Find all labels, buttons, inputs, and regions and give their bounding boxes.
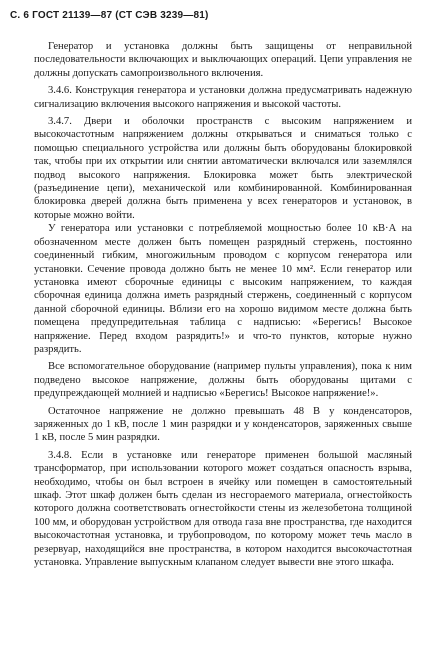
page-header: С. 6 ГОСТ 21139—87 (СТ СЭВ 3239—81) [10, 10, 209, 21]
paragraph: 3.4.6. Конструкция генератора и установки должна предусматривать надежную сигнализацию включения высокого напряжения и высокой частоты. [34, 85, 412, 110]
paragraph: 3.4.8. Если в установке или генераторе применен большой масляный трансформатор, при использовании которого может создаться опасность взрыва, необходимо, чтобы он был встроен в ячейку или помещен в самостоятельный шкаф. Этот шкаф должен быть сделан из несгораемого материала, огнестойкость которого должна соответствовать огнестойкости стены из железобетона толщиной 100 мм, и оборудован устройством для отвода газа вне пространства, где находится высокочастотная установка, и трубопроводом, по которому может течь масло в резервуар, находящийся вне пространства, в котором находится высокочастотная установка. Управление выпускным клапаном следует вывести вне этого шкафа. [34, 449, 412, 569]
document-body [34, 40, 412, 569]
paragraph: Остаточное напряжение не должно превышать 48 В у конденсаторов, заряженных до 1 кВ, после 1 мин разрядки и у конденсаторов, заряженных свыше 1 кВ, после 5 мин разрядки. [34, 405, 412, 444]
paragraph: Все вспомогательное оборудование (например пульты управления), пока к ним подведено высокое напряжение, должны быть оборудованы щитами с предупреждающей молнией и надписью «Берегись! Высокое напряжение!». [34, 361, 412, 400]
paragraph: У генератора или установки с потребляемой мощностью более 10 кВ·А на обозначенном месте должен быть помещен разрядный стержень, постоянно соединенный гибким, многожильным проводом с корпусом генератора или установки. Сечение провода должно быть не менее 10 мм². Если генератор или установка имеют сборочные единицы с высоким напряжением, то каждая сборочная единица должна иметь разрядный стержень, соединенный с корпусом данной сборочной единицы. Вблизи его на хорошо видимом месте должна быть помещена предупредительная таблица с надписью: «Берегись! Высокое напряжение. Перед входом разрядить!» и что-то пунктов, которые нужно разрядить. [34, 223, 412, 355]
paragraph: 3.4.7. Двери и оболочки пространств с высоким напряжением и высокочастотным напряжением должны открываться и сниматься только с помощью специального устройства или должны быть оборудованы блокировкой так, чтобы при их открытии или снятии автоматически включался или заземлялся подвод высокого напряжения. Блокировка может быть электрической (разъединение цепи), механической или комбинированной. Комбинированная блокировка дверей должна быть применена у всех генераторов и установок, в которые можно войти. [34, 116, 412, 221]
paragraph: Генератор и установка должны быть защищены от неправильной последовательности включающих и выключающих операций. Цепи управления не должны допускать самопроизвольного включения. [34, 41, 412, 79]
